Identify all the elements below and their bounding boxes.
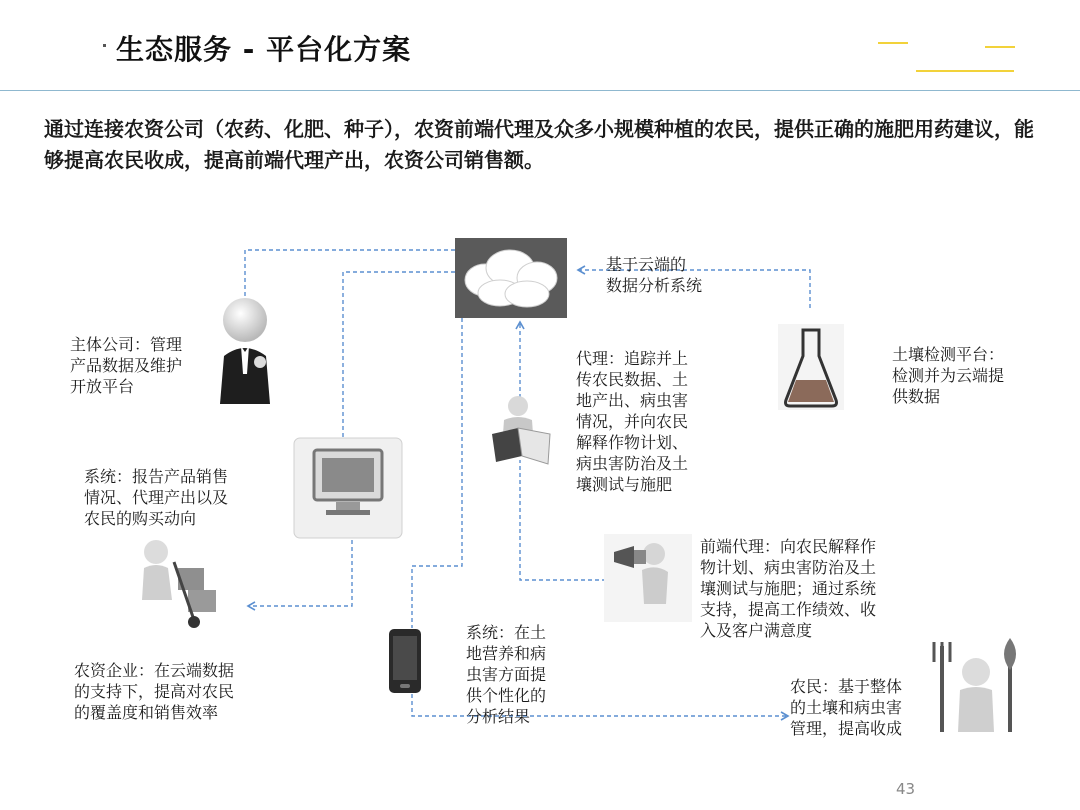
front-agent-label: 前端代理：向农民解释作 物计划、病虫害防治及土 壤测试与施肥；通过系统 支持，提高工作绩效、收 入及客户满意度 (700, 537, 877, 640)
intro-paragraph: 通过连接农资公司（农药、化肥、种子），农资前端代理及众多小规模种植的农民，提供正确的施肥用药建议，能够提高农民收成，提高前端代理产出，农资公司销售额。 (44, 117, 1034, 172)
fork-figure-icon (928, 636, 1024, 736)
laptop-user-icon (488, 394, 554, 466)
system-report-label: 系统：报告产品销售 情况、代理产出以及 农民的购买动向 (84, 467, 229, 528)
connector-company-cloud (245, 250, 455, 296)
flask-icon (778, 324, 844, 410)
system-analysis-label: 系统：在土 地营养和病 虫害方面提 供个性化的 分析结果 (466, 623, 547, 726)
connector-cloud-phone (412, 318, 462, 628)
page-number: 43 (896, 780, 916, 798)
agent-label: 代理：追踪并上 传农民数据、土 地产出、病虫害 情况，并向农民 解释作物计划、 病虫害防治及土 壤测试与施肥 (576, 349, 689, 494)
phone-icon (388, 628, 422, 694)
enterprise-label: 农资企业：在云端数据 的支持下，提高对农民 的覆盖度和销售效率 (74, 661, 235, 722)
megaphone-icon (604, 534, 692, 622)
cloud-icon (455, 238, 567, 318)
hand-truck-icon (136, 538, 236, 630)
businessman-icon (214, 296, 276, 406)
page-title: 生态服务 - 平台化方案 (116, 33, 412, 66)
soil-label: 土壤检测平台： 检测并为云端提 供数据 (892, 345, 1005, 406)
connector-cloud-monitor (343, 272, 455, 440)
monitor-icon (292, 436, 404, 540)
company-label: 主体公司：管理 产品数据及维护 开放平台 (70, 335, 183, 396)
farmer-label: 农民：基于整体 的土壤和病虫害 管理，提高收成 (790, 677, 903, 738)
cloud-label: 基于云端的 数据分析系统 (606, 255, 703, 295)
connector-monitor-enterprise (248, 540, 352, 606)
